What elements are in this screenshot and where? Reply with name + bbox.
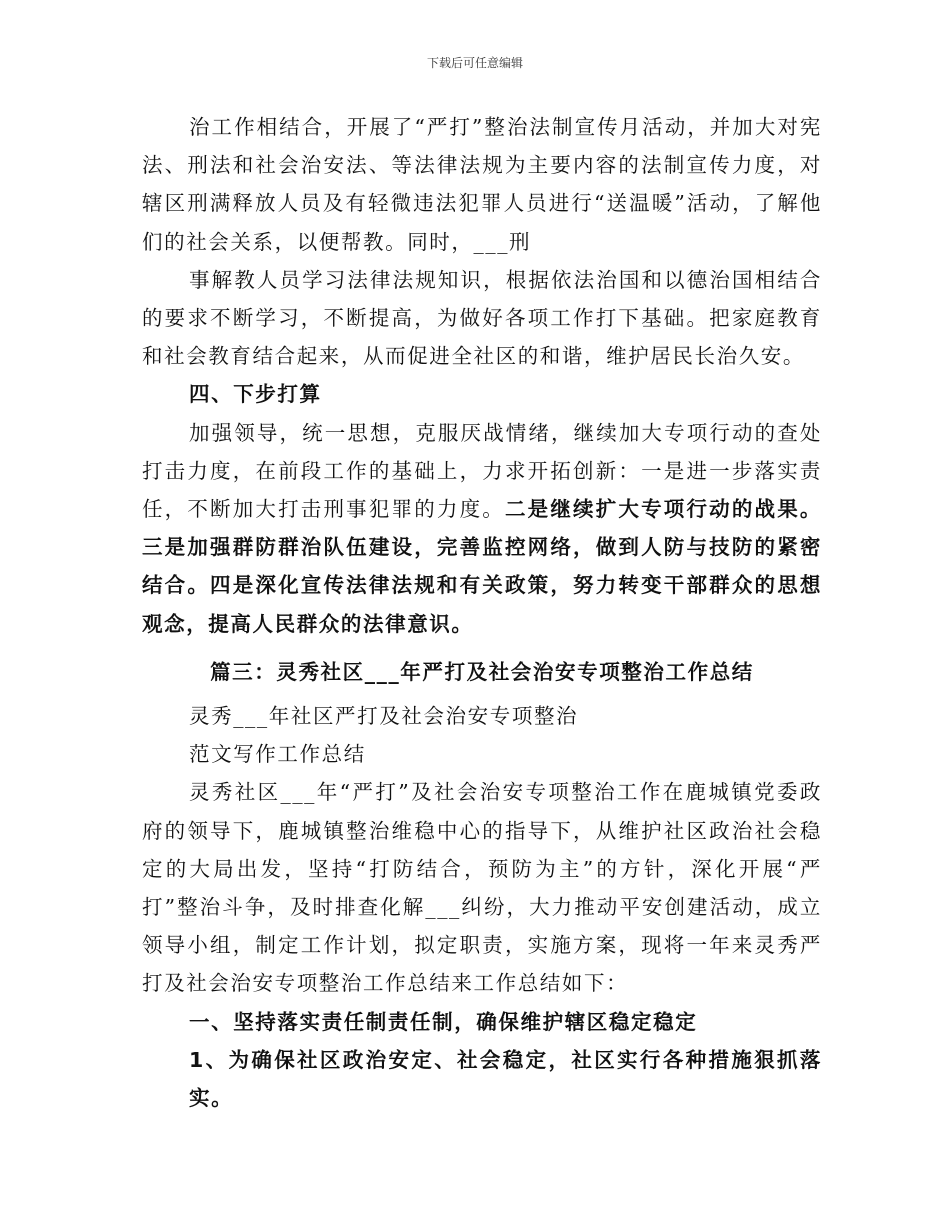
paragraph-education: 事解教人员学习法律法规知识，根据依法治国和以德治国相结合的要求不断学习，不断提高，为做好各项工作打下基础。把家庭教育和社会教育结合起来，从而促进全社区的和谐，维护居民长治久安。 [142,267,822,369]
subtitle-line-2: 范文写作工作总结 [189,742,366,767]
next-steps-bold-text: 二是继续扩大专项行动的战果。三是加强群防群治队伍建设，完善监控网络，做到人防与技防的紧密结合。四是深化宣传法律法规和有关政策，努力转变干部群众的思想观念，提高人民群众的法律意识。 [142,497,822,636]
paragraph-summary-intro: 灵秀社区___年“严打”及社会治安专项整治工作在鹿城镇党委政府的领导下，鹿城镇整治维稳中心的指导下，从维护社区政治社会稳定的大局出发，坚持“打防结合，预防为主”的方针，深化开展“严打”整治斗争，及时排查化解___纠纷，大力推动平安创建活动，成立领导小组，制定工作计划，拟定职责，实施方案，现将一年来灵秀严打及社会治安专项整治工作总结来工作总结如下： [142,780,822,996]
next-steps-normal-text: 加强领导，统一思想，克服厌战情绪，继续加大专项行动的查处打击力度，在前段工作的基础上，力求开拓创新：一是进一步落实责任，不断加大打击刑事犯罪的力度。 [142,420,822,522]
document-body [142,108,822,1117]
paragraph-legal-publicity: 治工作相结合，开展了“严打”整治法制宣传月活动，并加大对宪法、刑法和社会治安法、等法律法规为主要内容的法制宣传力度，对辖区刑满释放人员及有轻微违法犯罪人员进行“送温暖”活动，了解他们的社会关系，以便帮教。同时，___刑 [142,115,822,254]
section-heading-next-steps: 四、下步打算 [189,382,322,407]
subtitle-line-1: 灵秀___年社区严打及社会治安专项整治 [189,704,579,729]
subsection-heading-measures: 1、为确保社区政治安定、社会稳定，社区实行各种措施狠抓落实。 [189,1047,822,1111]
paragraph-next-steps [142,414,822,643]
article-title: 篇三：灵秀社区___年严打及社会治安专项整治工作总结 [210,659,754,684]
section-heading-responsibility: 一、坚持落实责任制责任制，确保维护辖区稳定稳定 [189,1009,698,1034]
page-header-note: 下载后可任意编辑 [426,56,523,70]
